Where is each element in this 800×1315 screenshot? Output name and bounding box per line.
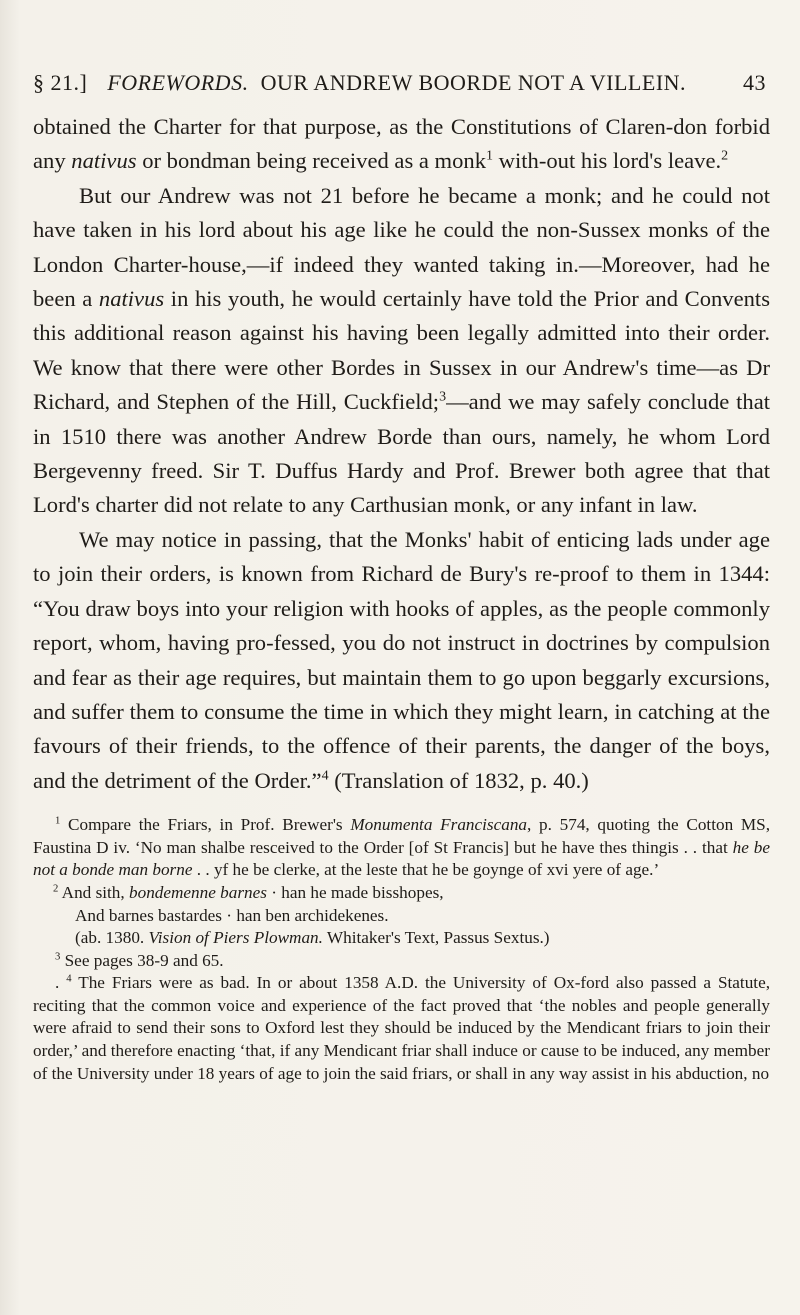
footnote-marker: 3 — [439, 389, 447, 405]
text-run: —and we may safely conclude that in 1510 there was another Andrew Borde than ours, namely, he whom Lord Bergevenny freed. Sir T. Duffus Hardy and Prof. Brewer both agree that that Lord's charter did not relate to any Carthusian monk, or any infant in law. — [33, 389, 770, 518]
text-run: But our Andrew was not 21 before he became a monk; and he could not have taken in his lord about his age like he could the non-Sussex monks of the London Charter-house,—if indeed they wanted taking in.—Moreover, had he been a — [33, 182, 770, 312]
footnote-marker: 2 — [721, 148, 729, 164]
footnote — [33, 927, 770, 950]
text-run: in his youth, he would certainly have told the Prior and Convents this additional reason against his having been legally admitted into their order. We know that there were other Bordes in Sussex in our Andrew's time—as Dr Richard, and Stephen of the Hill, Cuckfield; — [33, 286, 770, 415]
footnote-marker: 1 — [55, 815, 61, 827]
text-run: . — [55, 973, 67, 993]
footnote-marker: 3 — [55, 950, 61, 962]
paragraph — [33, 523, 770, 798]
text-run: . . yf he be clerke, at the leste that he be goynge of xvi yere of age.’ — [192, 860, 660, 880]
text-run: · han he made bisshopes, — [266, 882, 444, 902]
running-title-main: OUR ANDREW BOORDE NOT A VILLEIN. — [260, 70, 687, 95]
footnote — [33, 905, 770, 928]
footnote — [33, 972, 770, 1085]
footnote — [33, 882, 770, 905]
text-run: or bondman being received as a monk — [136, 148, 487, 174]
text-run: with-out his lord's leave. — [493, 148, 722, 174]
paragraph — [33, 110, 770, 179]
italic-text: he be not a bonde man borne — [33, 837, 770, 880]
italic-text: nativus — [98, 286, 165, 312]
text-run: See pages 38-9 and 65. — [60, 950, 224, 970]
footnote — [33, 814, 770, 882]
running-title — [107, 70, 743, 96]
text-run: obtained the Charter for that purpose, as the Constitutions of Claren-don forbid any — [33, 114, 770, 174]
paragraph — [33, 179, 770, 523]
page-number: 43 — [743, 70, 766, 95]
text-run: (ab. 1380. — [75, 928, 149, 948]
footnotes — [33, 814, 770, 1085]
main-text — [33, 110, 770, 798]
text-run: And sith, — [58, 882, 129, 902]
footnote — [33, 950, 770, 973]
footnote-marker: 1 — [486, 148, 494, 164]
footnote-marker: 2 — [53, 883, 59, 895]
text-run: Whitaker's Text, Passus Sextus.) — [322, 928, 550, 948]
text-run: We may notice in passing, that the Monks' habit of enticing lads under age to join their orders, is known from Richard de Bury's re-proof to them in 1344: “You draw boys into your religion with hooks of apples, as the people commonly report, whom, having pro-fessed, you do not instruct in doctrines by compulsion and fear as their age requires, but maintain them to go upon beggarly excursions, and suffer them to consume the time in which they might learn, in catching at the favours of their friends, to the offence of their parents, the danger of the boys, and the detriment of the Order.” — [33, 526, 770, 793]
italic-text: bondemenne barnes — [129, 882, 267, 902]
section-number: § 21.] — [33, 70, 88, 95]
italic-text: Vision of Piers Plowman. — [148, 928, 323, 948]
text-run: And barnes bastardes · han ben archidekenes. — [75, 905, 389, 925]
text-run: Compare the Friars, in Prof. Brewer's — [60, 815, 351, 835]
footnote-marker: 4 — [321, 768, 329, 784]
italic-text: nativus — [71, 148, 137, 174]
italic-text: Monumenta Franciscana — [350, 815, 528, 835]
text-run: The Friars were as bad. In or about 1358 A.D. the University of Ox-ford also passed a Statute, reciting that the common voice and experience of the fact proved that ‘the nobles and people generally were afraid to send their sons to Oxford lest they should be induced by the Mendicant friars to join their order,’ and therefore enacting ‘that, if any Mendicant friar shall induce or cause to be induced, any member of the University under 18 years of age to join the said friars, or shall in any way assist in his abduction, no — [33, 973, 771, 1083]
running-title-forewords: FOREWORDS. — [107, 70, 249, 95]
footnote-marker: 4 — [66, 973, 72, 985]
running-header — [33, 70, 770, 96]
text-run: , p. 574, quoting the Cotton MS, Faustina D iv. ‘No man shalbe resceived to the Order [of St Francis] but he have thes thingis . . that — [33, 815, 771, 857]
text-run: (Translation of 1832, p. 40.) — [328, 767, 589, 793]
